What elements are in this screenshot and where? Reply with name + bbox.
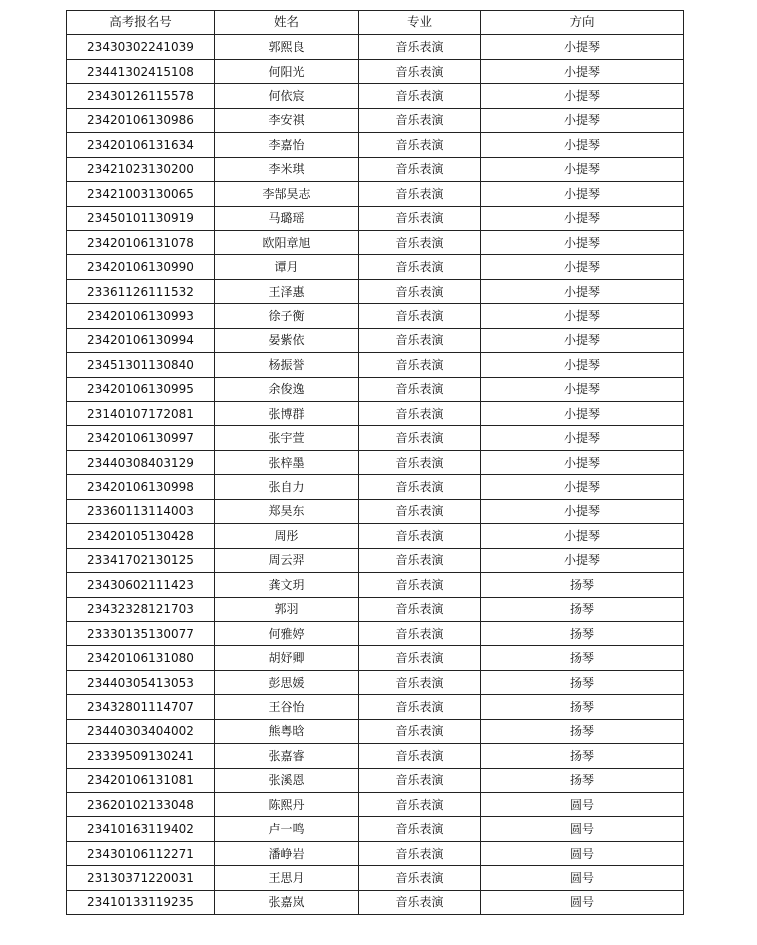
major-cell: 音乐表演 (359, 621, 481, 645)
major-cell: 音乐表演 (359, 182, 481, 206)
table-row (67, 304, 684, 328)
direction-cell: 扬琴 (481, 597, 684, 621)
name-cell: 郑昊东 (215, 499, 359, 523)
exam-id-cell: 23421023130200 (67, 157, 215, 181)
direction-cell: 圆号 (481, 817, 684, 841)
major-cell: 音乐表演 (359, 328, 481, 352)
name-cell: 张梓墨 (215, 450, 359, 474)
major-cell: 音乐表演 (359, 719, 481, 743)
exam-id-cell: 23430126115578 (67, 84, 215, 108)
name-cell: 张自力 (215, 475, 359, 499)
exam-id-cell: 23410133119235 (67, 890, 215, 914)
name-cell: 杨振誉 (215, 353, 359, 377)
direction-cell: 扬琴 (481, 573, 684, 597)
direction-cell: 小提琴 (481, 475, 684, 499)
major-cell: 音乐表演 (359, 744, 481, 768)
exam-id-cell: 23130371220031 (67, 866, 215, 890)
major-cell: 音乐表演 (359, 255, 481, 279)
exam-id-cell: 23420106130994 (67, 328, 215, 352)
table-row (67, 328, 684, 352)
major-cell: 音乐表演 (359, 377, 481, 401)
direction-cell: 扬琴 (481, 744, 684, 768)
exam-id-cell: 23420106131634 (67, 133, 215, 157)
exam-id-cell: 23430602111423 (67, 573, 215, 597)
exam-id-cell: 23140107172081 (67, 402, 215, 426)
header-exam-id: 高考报名号 (67, 11, 215, 35)
major-cell: 音乐表演 (359, 353, 481, 377)
exam-id-cell: 23420106130997 (67, 426, 215, 450)
table-row (67, 133, 684, 157)
name-cell: 余俊逸 (215, 377, 359, 401)
direction-cell: 扬琴 (481, 768, 684, 792)
major-cell: 音乐表演 (359, 450, 481, 474)
exam-id-cell: 23420106130990 (67, 255, 215, 279)
exam-id-cell: 23430106112271 (67, 841, 215, 865)
direction-cell: 扬琴 (481, 695, 684, 719)
name-cell: 欧阳章旭 (215, 230, 359, 254)
direction-cell: 小提琴 (481, 35, 684, 59)
exam-id-cell: 23420106131080 (67, 646, 215, 670)
name-cell: 卢一鸣 (215, 817, 359, 841)
table-row (67, 59, 684, 83)
direction-cell: 小提琴 (481, 182, 684, 206)
table-row (67, 84, 684, 108)
table-row (67, 499, 684, 523)
name-cell: 李安祺 (215, 108, 359, 132)
exam-id-cell: 23440305413053 (67, 670, 215, 694)
header-row (67, 11, 684, 35)
table-row (67, 597, 684, 621)
direction-cell: 小提琴 (481, 230, 684, 254)
major-cell: 音乐表演 (359, 597, 481, 621)
exam-id-cell: 23432328121703 (67, 597, 215, 621)
table-row (67, 157, 684, 181)
major-cell: 音乐表演 (359, 426, 481, 450)
header-major: 专业 (359, 11, 481, 35)
direction-cell: 小提琴 (481, 353, 684, 377)
table-row (67, 206, 684, 230)
direction-cell: 圆号 (481, 793, 684, 817)
name-cell: 郭羽 (215, 597, 359, 621)
exam-id-cell: 23421003130065 (67, 182, 215, 206)
exam-id-cell: 23440303404002 (67, 719, 215, 743)
header-name: 姓名 (215, 11, 359, 35)
table-row (67, 450, 684, 474)
major-cell: 音乐表演 (359, 133, 481, 157)
name-cell: 何雅婷 (215, 621, 359, 645)
direction-cell: 小提琴 (481, 377, 684, 401)
major-cell: 音乐表演 (359, 108, 481, 132)
major-cell: 音乐表演 (359, 524, 481, 548)
direction-cell: 圆号 (481, 890, 684, 914)
name-cell: 陈熙丹 (215, 793, 359, 817)
direction-cell: 小提琴 (481, 426, 684, 450)
name-cell: 晏紫依 (215, 328, 359, 352)
major-cell: 音乐表演 (359, 817, 481, 841)
table-row (67, 230, 684, 254)
direction-cell: 圆号 (481, 866, 684, 890)
table-row (67, 426, 684, 450)
exam-id-cell: 23420106131078 (67, 230, 215, 254)
table-row (67, 719, 684, 743)
major-cell: 音乐表演 (359, 866, 481, 890)
table-row (67, 108, 684, 132)
direction-cell: 小提琴 (481, 450, 684, 474)
name-cell: 张溪恩 (215, 768, 359, 792)
direction-cell: 小提琴 (481, 59, 684, 83)
table-row (67, 744, 684, 768)
name-cell: 彭思媛 (215, 670, 359, 694)
major-cell: 音乐表演 (359, 573, 481, 597)
exam-id-cell: 23450101130919 (67, 206, 215, 230)
table-row (67, 548, 684, 572)
table-row (67, 279, 684, 303)
name-cell: 郭熙良 (215, 35, 359, 59)
name-cell: 张宇萱 (215, 426, 359, 450)
direction-cell: 扬琴 (481, 646, 684, 670)
direction-cell: 小提琴 (481, 524, 684, 548)
direction-cell: 小提琴 (481, 255, 684, 279)
table-row (67, 524, 684, 548)
table-row (67, 890, 684, 914)
major-cell: 音乐表演 (359, 548, 481, 572)
table-row (67, 793, 684, 817)
exam-id-cell: 23420106130995 (67, 377, 215, 401)
major-cell: 音乐表演 (359, 670, 481, 694)
exam-id-cell: 23441302415108 (67, 59, 215, 83)
name-cell: 王谷怡 (215, 695, 359, 719)
direction-cell: 扬琴 (481, 719, 684, 743)
header-direction: 方向 (481, 11, 684, 35)
major-cell: 音乐表演 (359, 695, 481, 719)
table-row (67, 573, 684, 597)
table-body (67, 35, 684, 915)
direction-cell: 小提琴 (481, 133, 684, 157)
major-cell: 音乐表演 (359, 402, 481, 426)
major-cell: 音乐表演 (359, 279, 481, 303)
table-row (67, 670, 684, 694)
major-cell: 音乐表演 (359, 35, 481, 59)
exam-id-cell: 23361126111532 (67, 279, 215, 303)
major-cell: 音乐表演 (359, 59, 481, 83)
table-row (67, 866, 684, 890)
name-cell: 李米琪 (215, 157, 359, 181)
major-cell: 音乐表演 (359, 475, 481, 499)
direction-cell: 小提琴 (481, 84, 684, 108)
name-cell: 李嘉怡 (215, 133, 359, 157)
name-cell: 张嘉岚 (215, 890, 359, 914)
table-row (67, 841, 684, 865)
exam-id-cell: 23440308403129 (67, 450, 215, 474)
name-cell: 张博群 (215, 402, 359, 426)
table-row (67, 768, 684, 792)
exam-id-cell: 23410163119402 (67, 817, 215, 841)
major-cell: 音乐表演 (359, 841, 481, 865)
exam-id-cell: 23451301130840 (67, 353, 215, 377)
direction-cell: 小提琴 (481, 402, 684, 426)
table-row (67, 695, 684, 719)
name-cell: 徐子衡 (215, 304, 359, 328)
name-cell: 胡妤卿 (215, 646, 359, 670)
name-cell: 何依宸 (215, 84, 359, 108)
name-cell: 何阳光 (215, 59, 359, 83)
major-cell: 音乐表演 (359, 304, 481, 328)
table-row (67, 621, 684, 645)
major-cell: 音乐表演 (359, 768, 481, 792)
name-cell: 潘峥岩 (215, 841, 359, 865)
major-cell: 音乐表演 (359, 206, 481, 230)
admission-list-table (66, 10, 684, 915)
table-row (67, 817, 684, 841)
direction-cell: 扬琴 (481, 621, 684, 645)
name-cell: 周云羿 (215, 548, 359, 572)
major-cell: 音乐表演 (359, 793, 481, 817)
exam-id-cell: 23339509130241 (67, 744, 215, 768)
direction-cell: 小提琴 (481, 548, 684, 572)
table-row (67, 35, 684, 59)
direction-cell: 扬琴 (481, 670, 684, 694)
name-cell: 张嘉睿 (215, 744, 359, 768)
table-row (67, 475, 684, 499)
table-row (67, 255, 684, 279)
exam-id-cell: 23432801114707 (67, 695, 215, 719)
exam-id-cell: 23420105130428 (67, 524, 215, 548)
major-cell: 音乐表演 (359, 646, 481, 670)
exam-id-cell: 23360113114003 (67, 499, 215, 523)
major-cell: 音乐表演 (359, 230, 481, 254)
exam-id-cell: 23420106131081 (67, 768, 215, 792)
name-cell: 马璐瑶 (215, 206, 359, 230)
table-row (67, 402, 684, 426)
direction-cell: 小提琴 (481, 206, 684, 230)
table-row (67, 377, 684, 401)
name-cell: 龚文玥 (215, 573, 359, 597)
direction-cell: 小提琴 (481, 157, 684, 181)
name-cell: 熊粤晗 (215, 719, 359, 743)
direction-cell: 圆号 (481, 841, 684, 865)
name-cell: 谭月 (215, 255, 359, 279)
direction-cell: 小提琴 (481, 108, 684, 132)
direction-cell: 小提琴 (481, 328, 684, 352)
name-cell: 王泽惠 (215, 279, 359, 303)
exam-id-cell: 23330135130077 (67, 621, 215, 645)
exam-id-cell: 23620102133048 (67, 793, 215, 817)
table-header (67, 11, 684, 35)
exam-id-cell: 23341702130125 (67, 548, 215, 572)
table-row (67, 353, 684, 377)
table-row (67, 182, 684, 206)
exam-id-cell: 23420106130998 (67, 475, 215, 499)
table-row (67, 646, 684, 670)
direction-cell: 小提琴 (481, 279, 684, 303)
name-cell: 李郜昊志 (215, 182, 359, 206)
exam-id-cell: 23420106130993 (67, 304, 215, 328)
major-cell: 音乐表演 (359, 84, 481, 108)
major-cell: 音乐表演 (359, 499, 481, 523)
major-cell: 音乐表演 (359, 157, 481, 181)
name-cell: 周彤 (215, 524, 359, 548)
exam-id-cell: 23430302241039 (67, 35, 215, 59)
direction-cell: 小提琴 (481, 304, 684, 328)
major-cell: 音乐表演 (359, 890, 481, 914)
exam-id-cell: 23420106130986 (67, 108, 215, 132)
name-cell: 王思月 (215, 866, 359, 890)
direction-cell: 小提琴 (481, 499, 684, 523)
